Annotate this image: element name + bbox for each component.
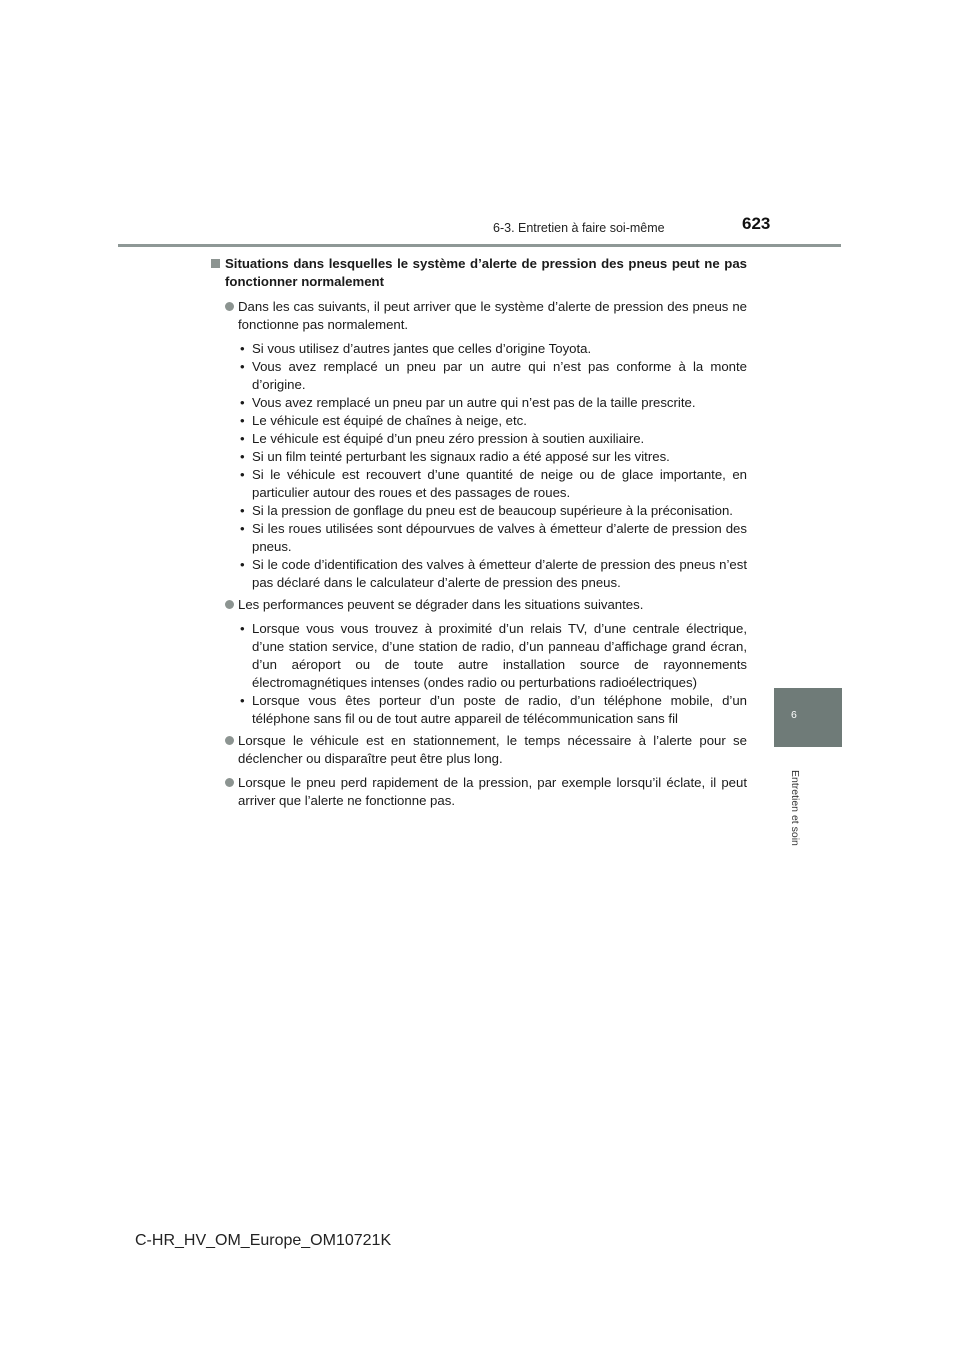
performance-list [211, 620, 747, 728]
list-item [240, 520, 747, 556]
list-item [240, 358, 747, 394]
bullet-dot-icon: • [240, 395, 245, 410]
chapter-tab [774, 688, 842, 747]
list-item-text: Lorsque vous êtes porteur d’un poste de radio, d’un téléphone mobile, d’un téléphone sans fil ou de tout autre appareil de télécommunication sans fil [252, 693, 747, 726]
list-item [240, 502, 747, 520]
condition-list [211, 340, 747, 592]
list-item-text: Si un film teinté perturbant les signaux radio a été apposé sur les vitres. [252, 449, 670, 464]
list-item [240, 692, 747, 728]
list-item [240, 556, 747, 592]
circle-bullet-icon [225, 778, 234, 787]
bullet-dot-icon: • [240, 431, 245, 446]
list-item [240, 430, 747, 448]
list-item-text: Le véhicule est équipé d’un pneu zéro pression à soutien auxiliaire. [252, 431, 645, 446]
circle-bullet-icon [225, 600, 234, 609]
list-item-text: Si le véhicule est recouvert d’une quantité de neige ou de glace importante, en particulier autour des roues et des passages de roues. [252, 467, 747, 500]
list-item-text: Vous avez remplacé un pneu par un autre qui n’est pas de la taille prescrite. [252, 395, 696, 410]
bullet-dot-icon: • [240, 521, 245, 536]
list-item-text: Si les roues utilisées sont dépourvues de valves à émetteur d’alerte de pression des pneus. [252, 521, 747, 554]
paragraph-text: Dans les cas suivants, il peut arriver que le système d’alerte de pression des pneus ne fonctionne pas normalement. [238, 299, 747, 332]
list-item-text: Vous avez remplacé un pneu par un autre qui n’est pas conforme à la monte d’origine. [252, 359, 747, 392]
list-item-text: Si la pression de gonflage du pneu est de beaucoup supérieure à la préconisation. [252, 503, 733, 518]
bullet-dot-icon: • [240, 359, 245, 374]
list-item [240, 412, 747, 430]
list-item-text: Lorsque vous vous trouvez à proximité d’un relais TV, d’une centrale électrique, d’une station service, d’une station de radio, d’un panneau d’affichage grand écran, d’un aéroport ou de toute autre installation source de rayonnements électromagnétiques intenses (ondes radio ou perturbations radioélectriques) [252, 621, 747, 690]
bullet-dot-icon: • [240, 449, 245, 464]
paragraph [211, 774, 747, 810]
list-item [240, 340, 747, 358]
bullet-dot-icon: • [240, 413, 245, 428]
square-bullet-icon [211, 259, 220, 268]
list-item-text: Si le code d’identification des valves à émetteur d’alerte de pression des pneus n’est pas déclaré dans le calculateur d’alerte de pression des pneus. [252, 557, 747, 590]
list-item [240, 394, 747, 412]
paragraph [211, 596, 747, 614]
list-item [240, 448, 747, 466]
section-title: 6-3. Entretien à faire soi-même [493, 221, 665, 235]
bullet-dot-icon: • [240, 621, 245, 636]
header-divider [118, 244, 841, 247]
paragraph-text: Les performances peuvent se dégrader dans les situations suivantes. [238, 597, 644, 612]
chapter-title: Entretien et soin [789, 770, 801, 846]
list-item-text: Le véhicule est équipé de chaînes à neige, etc. [252, 413, 527, 428]
document-code: C-HR_HV_OM_Europe_OM10721K [135, 1232, 392, 1249]
paragraph [211, 298, 747, 334]
circle-bullet-icon [225, 302, 234, 311]
bullet-dot-icon: • [240, 693, 245, 708]
bullet-dot-icon: • [240, 557, 245, 572]
paragraph [211, 732, 747, 768]
bullet-dot-icon: • [240, 341, 245, 356]
circle-bullet-icon [225, 736, 234, 745]
list-item-text: Si vous utilisez d’autres jantes que celles d’origine Toyota. [252, 341, 592, 356]
section-heading-text: Situations dans lesquelles le système d’alerte de pression des pneus peut ne pas fonctionner normalement [225, 256, 747, 289]
chapter-number: 6 [791, 709, 797, 721]
bullet-dot-icon: • [240, 467, 245, 482]
main-content [211, 255, 747, 816]
page-number: 623 [742, 214, 771, 233]
paragraph-text: Lorsque le pneu perd rapidement de la pression, par exemple lorsqu’il éclate, il peut arriver que l’alerte ne fonctionne pas. [238, 775, 747, 808]
list-item [240, 466, 747, 502]
bullet-dot-icon: • [240, 503, 245, 518]
paragraph-text: Lorsque le véhicule est en stationnement, le temps nécessaire à l’alerte pour se déclencher ou disparaître peut être plus long. [238, 733, 747, 766]
section-heading [211, 255, 747, 291]
list-item [240, 620, 747, 692]
